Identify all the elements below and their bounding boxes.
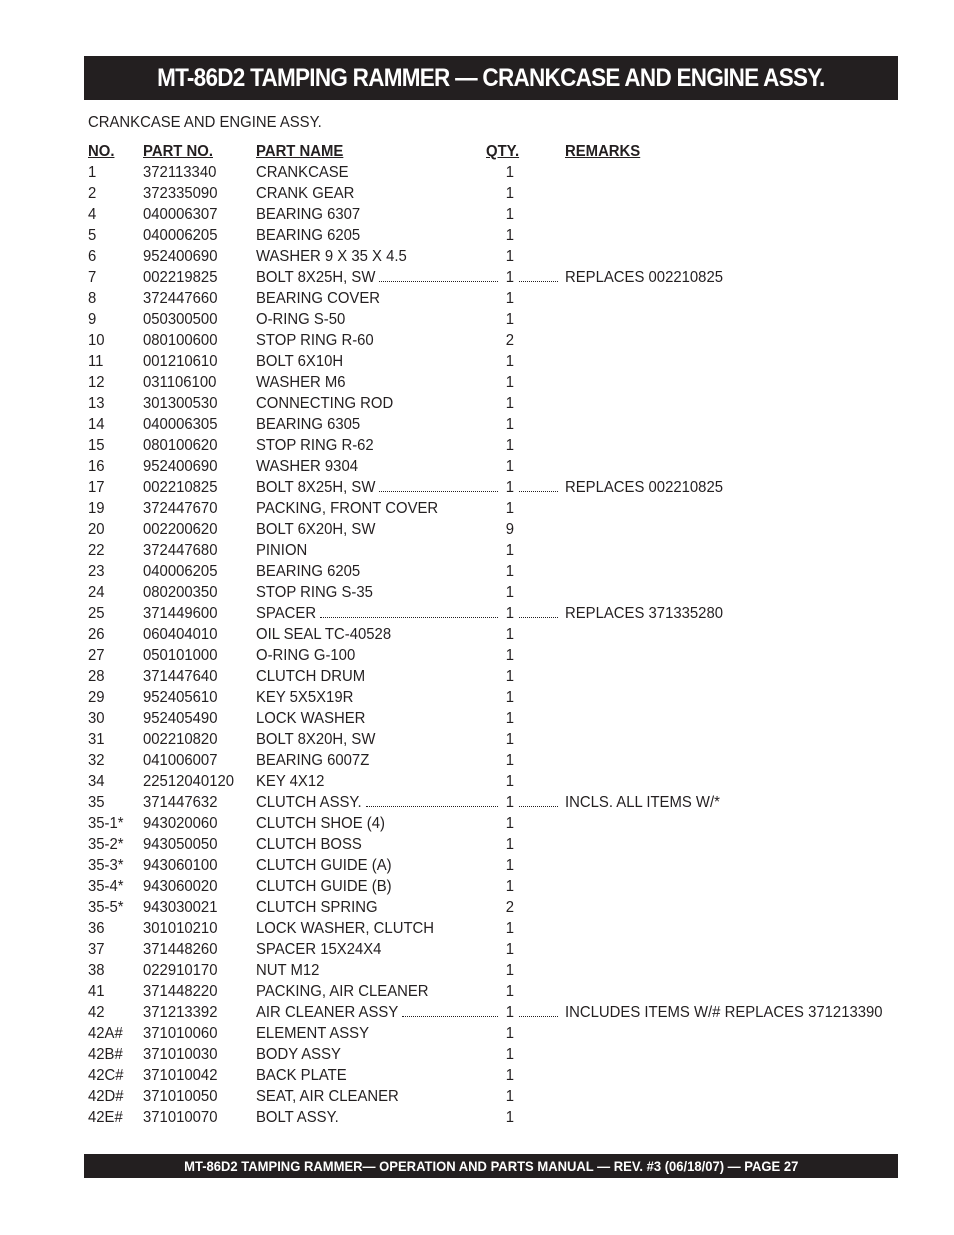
row-no: 20 <box>88 521 105 538</box>
row-part-name: O-RING S-50 <box>256 311 346 328</box>
row-part-no: 371010050 <box>143 1088 218 1105</box>
row-qty: 1 <box>505 815 514 832</box>
row-part-no: 301010210 <box>143 920 218 937</box>
row-remarks: REPLACES 002210825 <box>565 479 724 496</box>
row-qty: 1 <box>505 479 514 496</box>
row-no: 35-3* <box>88 857 124 874</box>
row-part-name: BOLT 6X20H, SW <box>256 521 376 538</box>
row-qty: 1 <box>505 731 514 748</box>
row-part-no: 371447640 <box>143 668 218 685</box>
table-row <box>88 750 898 771</box>
row-part-no: 371010042 <box>143 1067 218 1084</box>
row-part-no: 002210820 <box>143 731 218 748</box>
row-part-name: LOCK WASHER <box>256 710 366 727</box>
row-no: 32 <box>88 752 105 769</box>
table-body <box>88 162 898 1128</box>
row-no: 42D# <box>88 1088 124 1105</box>
row-part-no: 371010060 <box>143 1025 218 1042</box>
row-qty: 1 <box>505 500 514 517</box>
table-row <box>88 1065 898 1086</box>
row-part-no: 301300530 <box>143 395 218 412</box>
table-row <box>88 288 898 309</box>
row-qty: 1 <box>505 836 514 853</box>
row-qty: 1 <box>505 542 514 559</box>
table-row <box>88 540 898 561</box>
dot-leader <box>379 281 498 282</box>
row-no: 23 <box>88 563 105 580</box>
table-row <box>88 1086 898 1107</box>
row-no: 41 <box>88 983 105 1000</box>
row-qty: 1 <box>505 689 514 706</box>
row-part-name: CLUTCH ASSY. <box>256 794 362 811</box>
row-no: 38 <box>88 962 105 979</box>
dot-leader <box>519 281 558 282</box>
footer-bar <box>84 1154 898 1178</box>
table-row <box>88 876 898 897</box>
table-row <box>88 918 898 939</box>
row-no: 6 <box>88 248 97 265</box>
row-qty: 1 <box>505 164 514 181</box>
row-no: 27 <box>88 647 105 664</box>
row-part-name: BACK PLATE <box>256 1067 347 1084</box>
page-title-bar <box>84 56 898 100</box>
row-part-no: 371447632 <box>143 794 218 811</box>
row-part-name: LOCK WASHER, CLUTCH <box>256 920 435 937</box>
row-part-name: BOLT ASSY. <box>256 1109 339 1126</box>
dot-leader <box>519 617 558 618</box>
row-qty: 1 <box>505 206 514 223</box>
table-row <box>88 771 898 792</box>
row-part-no: 080100620 <box>143 437 218 454</box>
dot-leader <box>366 806 498 807</box>
table-row <box>88 1107 898 1128</box>
row-part-no: 372447670 <box>143 500 218 517</box>
row-qty: 1 <box>505 227 514 244</box>
row-no: 26 <box>88 626 105 643</box>
row-part-no: 943020060 <box>143 815 218 832</box>
footer-text: MT-86D2 TAMPING RAMMER— OPERATION AND PARTS MANUAL — REV. #3 (06/18/07) — PAGE 27 <box>183 1158 799 1174</box>
row-part-name: NUT M12 <box>256 962 320 979</box>
row-qty: 1 <box>505 1088 514 1105</box>
row-no: 35-4* <box>88 878 124 895</box>
row-part-name: CRANK GEAR <box>256 185 355 202</box>
row-qty: 1 <box>505 857 514 874</box>
row-qty: 1 <box>505 290 514 307</box>
row-part-name: PACKING, AIR CLEANER <box>256 983 429 1000</box>
row-qty: 1 <box>505 752 514 769</box>
row-no: 15 <box>88 437 105 454</box>
row-part-no: 952405610 <box>143 689 218 706</box>
table-row <box>88 372 898 393</box>
row-part-no: 372113340 <box>143 164 217 181</box>
row-qty: 1 <box>505 353 514 370</box>
header-no: NO. <box>88 143 115 160</box>
row-part-no: 040006205 <box>143 563 218 580</box>
row-qty: 1 <box>505 1109 514 1126</box>
row-part-name: CRANKCASE <box>256 164 349 181</box>
row-part-name: BEARING 6205 <box>256 563 361 580</box>
row-part-no: 372447680 <box>143 542 218 559</box>
row-qty: 1 <box>505 1025 514 1042</box>
table-row <box>88 162 898 183</box>
row-part-name: STOP RING R-62 <box>256 437 374 454</box>
row-part-no: 050101000 <box>143 647 218 664</box>
row-part-no: 040006307 <box>143 206 218 223</box>
row-part-name: BOLT 8X25H, SW <box>256 269 376 286</box>
table-row <box>88 645 898 666</box>
row-qty: 9 <box>505 521 514 538</box>
row-qty: 1 <box>505 458 514 475</box>
row-part-name: WASHER 9304 <box>256 458 358 475</box>
row-no: 5 <box>88 227 97 244</box>
row-no: 31 <box>88 731 105 748</box>
row-no: 42E# <box>88 1109 123 1126</box>
row-part-name: SEAT, AIR CLEANER <box>256 1088 399 1105</box>
row-qty: 1 <box>505 878 514 895</box>
row-no: 9 <box>88 311 97 328</box>
row-part-name: CLUTCH SPRING <box>256 899 378 916</box>
row-part-no: 002200620 <box>143 521 218 538</box>
row-qty: 2 <box>505 899 514 916</box>
table-row <box>88 624 898 645</box>
row-part-name: BOLT 8X20H, SW <box>256 731 376 748</box>
table-row <box>88 477 898 498</box>
row-part-no: 022910170 <box>143 962 218 979</box>
row-no: 11 <box>88 353 104 370</box>
table-row <box>88 939 898 960</box>
dot-leader <box>519 1016 558 1017</box>
dot-leader <box>379 491 498 492</box>
row-qty: 1 <box>505 983 514 1000</box>
row-qty: 1 <box>505 584 514 601</box>
row-part-name: STOP RING R-60 <box>256 332 374 349</box>
row-part-no: 060404010 <box>143 626 218 643</box>
row-no: 4 <box>88 206 97 223</box>
row-qty: 1 <box>505 626 514 643</box>
table-row <box>88 603 898 624</box>
row-remarks: INCLUDES ITEMS W/# REPLACES 371213390 <box>565 1004 883 1021</box>
row-no: 42 <box>88 1004 105 1021</box>
row-part-name: CLUTCH GUIDE (A) <box>256 857 392 874</box>
row-part-no: 040006305 <box>143 416 218 433</box>
row-no: 24 <box>88 584 105 601</box>
table-row <box>88 981 898 1002</box>
row-no: 25 <box>88 605 105 622</box>
table-row <box>88 456 898 477</box>
table-row <box>88 309 898 330</box>
row-no: 30 <box>88 710 105 727</box>
row-no: 22 <box>88 542 105 559</box>
dot-leader <box>402 1016 498 1017</box>
row-no: 2 <box>88 185 97 202</box>
row-part-no: 371448220 <box>143 983 218 1000</box>
table-row <box>88 708 898 729</box>
table-row <box>88 414 898 435</box>
row-part-name: WASHER M6 <box>256 374 346 391</box>
row-no: 12 <box>88 374 105 391</box>
row-part-no: 952400690 <box>143 248 218 265</box>
row-qty: 1 <box>505 1067 514 1084</box>
row-part-no: 040006205 <box>143 227 218 244</box>
table-row <box>88 246 898 267</box>
row-qty: 1 <box>505 437 514 454</box>
table-row <box>88 1002 898 1023</box>
row-part-no: 22512040120 <box>143 773 235 790</box>
row-qty: 2 <box>505 332 514 349</box>
row-no: 10 <box>88 332 105 349</box>
row-part-name: SPACER 15X24X4 <box>256 941 382 958</box>
row-part-name: BODY ASSY <box>256 1046 341 1063</box>
row-no: 35 <box>88 794 105 811</box>
row-qty: 1 <box>505 395 514 412</box>
row-part-name: CLUTCH SHOE (4) <box>256 815 385 832</box>
table-row <box>88 204 898 225</box>
row-part-no: 080100600 <box>143 332 218 349</box>
table-row <box>88 351 898 372</box>
row-part-name: PINION <box>256 542 308 559</box>
row-no: 34 <box>88 773 105 790</box>
row-part-name: CLUTCH GUIDE (B) <box>256 878 392 895</box>
row-no: 42A# <box>88 1025 123 1042</box>
section-title: CRANKCASE AND ENGINE ASSY. <box>88 114 322 131</box>
row-qty: 1 <box>505 605 514 622</box>
table-row <box>88 687 898 708</box>
row-no: 16 <box>88 458 105 475</box>
table-row <box>88 1023 898 1044</box>
row-part-no: 050300500 <box>143 311 218 328</box>
parts-table <box>88 141 898 1128</box>
row-part-name: KEY 5X5X19R <box>256 689 354 706</box>
row-qty: 1 <box>505 668 514 685</box>
row-part-no: 001210610 <box>143 353 218 370</box>
table-row <box>88 498 898 519</box>
table-row <box>88 561 898 582</box>
dot-leader <box>519 806 558 807</box>
row-no: 35-5* <box>88 899 124 916</box>
row-part-name: CONNECTING ROD <box>256 395 394 412</box>
row-part-name: O-RING G-100 <box>256 647 356 664</box>
row-qty: 1 <box>505 773 514 790</box>
row-qty: 1 <box>505 185 514 202</box>
row-qty: 1 <box>505 563 514 580</box>
row-part-name: BOLT 6X10H <box>256 353 344 370</box>
row-part-name: BEARING COVER <box>256 290 381 307</box>
row-part-name: STOP RING S-35 <box>256 584 373 601</box>
row-no: 42B# <box>88 1046 123 1063</box>
row-qty: 1 <box>505 962 514 979</box>
table-row <box>88 183 898 204</box>
table-row <box>88 666 898 687</box>
row-part-no: 943030021 <box>143 899 218 916</box>
row-part-name: OIL SEAL TC-40528 <box>256 626 392 643</box>
row-no: 7 <box>88 269 97 286</box>
table-row <box>88 960 898 981</box>
row-part-name: BEARING 6305 <box>256 416 361 433</box>
row-part-no: 002219825 <box>143 269 218 286</box>
table-row <box>88 897 898 918</box>
header-qty: QTY. <box>486 143 520 160</box>
row-part-name: SPACER <box>256 605 317 622</box>
row-part-no: 952400690 <box>143 458 218 475</box>
row-part-name: BEARING 6007Z <box>256 752 370 769</box>
table-row <box>88 729 898 750</box>
row-part-no: 943060020 <box>143 878 218 895</box>
row-no: 13 <box>88 395 105 412</box>
table-row <box>88 582 898 603</box>
row-qty: 1 <box>505 710 514 727</box>
table-row <box>88 267 898 288</box>
row-qty: 1 <box>505 941 514 958</box>
row-part-no: 371449600 <box>143 605 218 622</box>
row-part-name: CLUTCH DRUM <box>256 668 366 685</box>
row-part-name: BEARING 6205 <box>256 227 361 244</box>
row-part-no: 943050050 <box>143 836 218 853</box>
row-part-name: ELEMENT ASSY <box>256 1025 370 1042</box>
row-part-no: 952405490 <box>143 710 218 727</box>
table-row <box>88 1044 898 1065</box>
row-part-no: 041006007 <box>143 752 218 769</box>
row-qty: 1 <box>505 1004 514 1021</box>
page-title: MT-86D2 TAMPING RAMMER — CRANKCASE AND ENGINE ASSY. <box>157 63 825 92</box>
row-part-name: BOLT 8X25H, SW <box>256 479 376 496</box>
table-row <box>88 330 898 351</box>
row-qty: 1 <box>505 416 514 433</box>
row-no: 1 <box>88 164 97 181</box>
row-qty: 1 <box>505 248 514 265</box>
row-part-name: CLUTCH BOSS <box>256 836 362 853</box>
table-row <box>88 519 898 540</box>
table-row <box>88 225 898 246</box>
row-part-name: WASHER 9 X 35 X 4.5 <box>256 248 407 265</box>
row-no: 36 <box>88 920 105 937</box>
row-remarks: INCLS. ALL ITEMS W/* <box>565 794 720 811</box>
table-row <box>88 792 898 813</box>
dot-leader <box>320 617 498 618</box>
row-no: 37 <box>88 941 105 958</box>
table-row <box>88 855 898 876</box>
row-no: 14 <box>88 416 105 433</box>
header-remarks: REMARKS <box>565 143 641 160</box>
table-row <box>88 435 898 456</box>
row-qty: 1 <box>505 269 514 286</box>
header-part-name: PART NAME <box>256 143 344 160</box>
row-part-name: BEARING 6307 <box>256 206 361 223</box>
row-part-name: KEY 4X12 <box>256 773 325 790</box>
row-part-name: PACKING, FRONT COVER <box>256 500 439 517</box>
row-remarks: REPLACES 002210825 <box>565 269 724 286</box>
row-part-no: 371010070 <box>143 1109 218 1126</box>
row-part-no: 371448260 <box>143 941 218 958</box>
row-qty: 1 <box>505 1046 514 1063</box>
row-no: 42C# <box>88 1067 124 1084</box>
row-part-name: AIR CLEANER ASSY <box>256 1004 399 1021</box>
table-row <box>88 834 898 855</box>
row-part-no: 372447660 <box>143 290 218 307</box>
row-part-no: 943060100 <box>143 857 218 874</box>
row-part-no: 371010030 <box>143 1046 218 1063</box>
row-qty: 1 <box>505 647 514 664</box>
row-qty: 1 <box>505 311 514 328</box>
row-no: 17 <box>88 479 105 496</box>
row-part-no: 002210825 <box>143 479 218 496</box>
row-remarks: REPLACES 371335280 <box>565 605 724 622</box>
table-header-row <box>88 141 898 162</box>
row-qty: 1 <box>505 794 514 811</box>
row-qty: 1 <box>505 374 514 391</box>
row-part-no: 031106100 <box>143 374 217 391</box>
row-part-no: 371213392 <box>143 1004 218 1021</box>
row-part-no: 080200350 <box>143 584 218 601</box>
table-row <box>88 813 898 834</box>
header-part-no: PART NO. <box>143 143 213 160</box>
row-qty: 1 <box>505 920 514 937</box>
row-no: 29 <box>88 689 105 706</box>
table-row <box>88 393 898 414</box>
row-part-no: 372335090 <box>143 185 218 202</box>
row-no: 28 <box>88 668 105 685</box>
row-no: 8 <box>88 290 97 307</box>
row-no: 19 <box>88 500 105 517</box>
dot-leader <box>519 491 558 492</box>
row-no: 35-2* <box>88 836 124 853</box>
row-no: 35-1* <box>88 815 124 832</box>
